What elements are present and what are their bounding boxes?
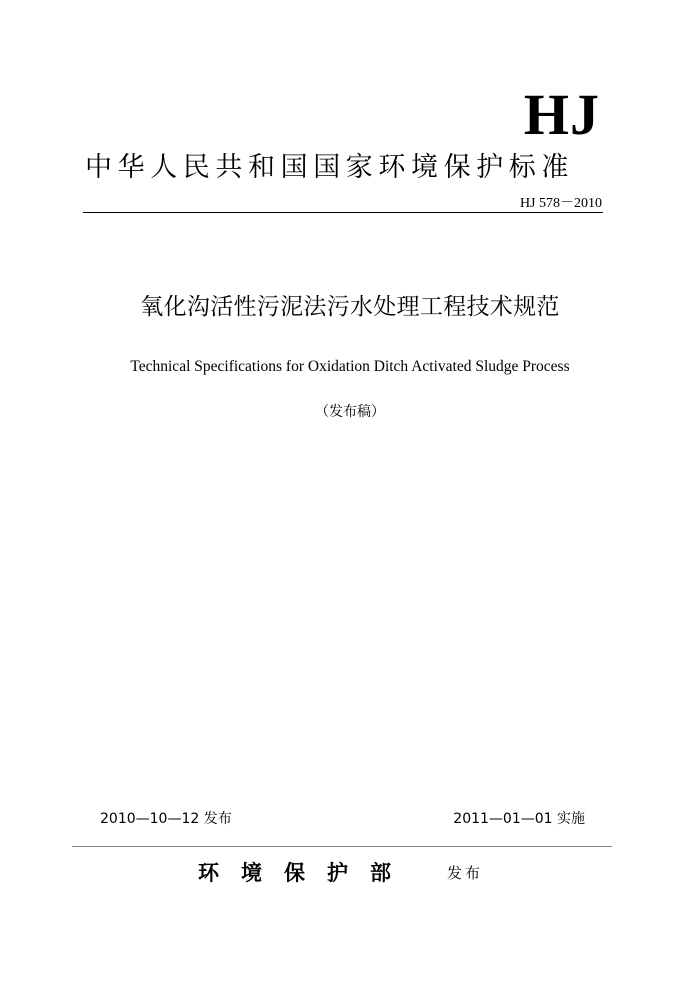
header-divider	[83, 212, 603, 213]
standard-code: HJ 578－2010	[519, 196, 602, 211]
document-title-english: Technical Specifications for Oxidation Ditch Activated Sludge Process	[130, 358, 570, 375]
draft-status: （发布稿）	[315, 404, 385, 420]
publish-label: 发布	[447, 864, 484, 882]
standard-logo: HJ	[523, 82, 600, 147]
document-title-chinese: 氧化沟活性污泥法污水处理工程技术规范	[140, 294, 560, 320]
issuing-ministry: 环境保护部	[198, 860, 413, 885]
implementation-date: 2011—01—01 实施	[453, 811, 585, 827]
national-standard-title: 中华人民共和国国家环境保护标准	[85, 152, 574, 183]
footer-divider	[72, 846, 612, 847]
issue-date: 2010—10—12 发布	[100, 811, 232, 827]
